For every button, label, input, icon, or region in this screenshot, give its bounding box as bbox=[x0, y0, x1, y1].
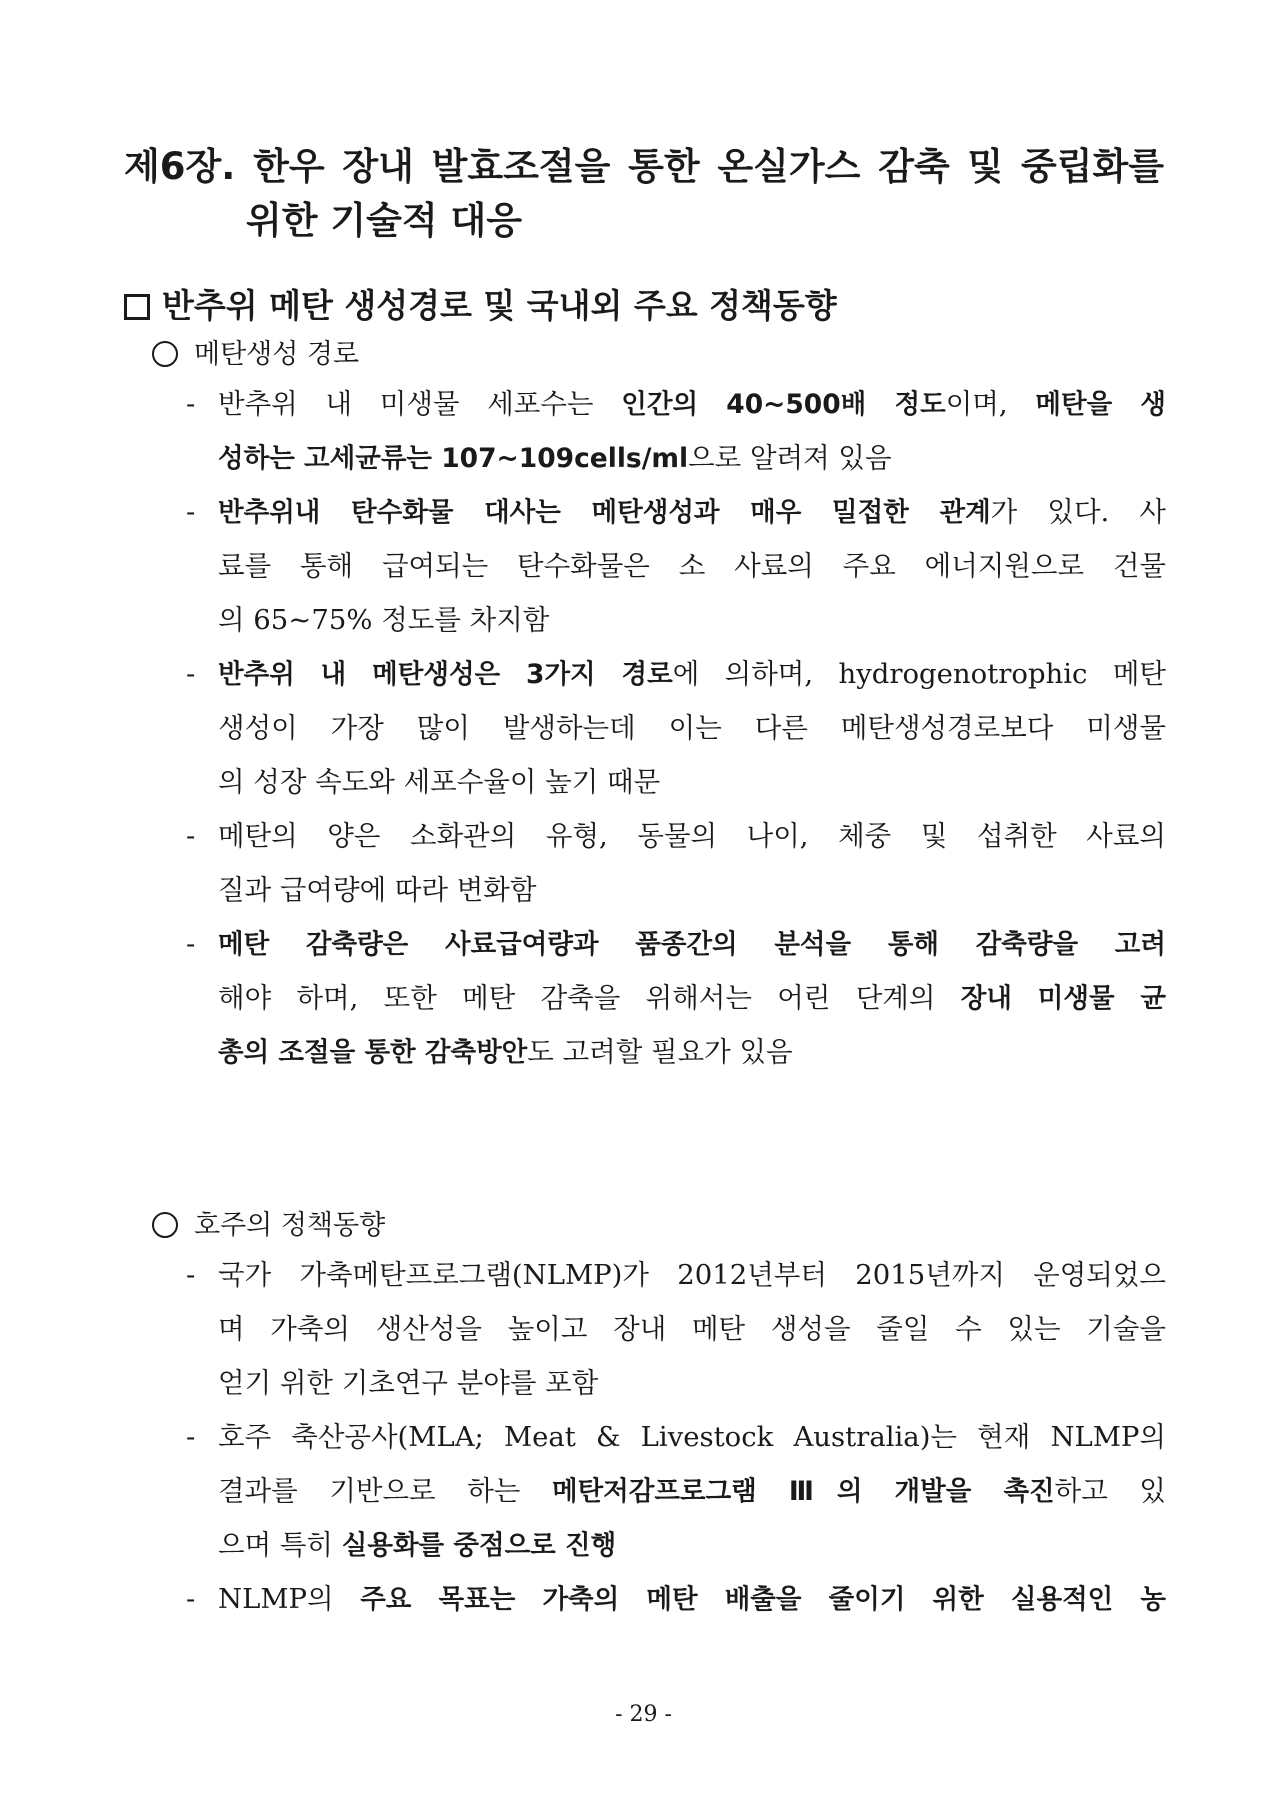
bullet-line: - 반추위 내 메탄생성은 3가지 경로에 의하며, hydrogenotrophic 메탄 bbox=[186, 658, 1166, 690]
square-bullet-icon bbox=[124, 294, 150, 320]
page-number: - 29 - bbox=[615, 1702, 672, 1727]
bullet-line: - NLMP의 주요 목표는 가축의 메탄 배출을 줄이기 위한 실용적인 농 bbox=[186, 1583, 1166, 1615]
subheading-text: 메탄생성 경로 bbox=[194, 339, 360, 370]
chapter-title bbox=[124, 140, 1164, 248]
bullet-line: 며 가축의 생산성을 높이고 장내 메탄 생성을 줄일 수 있는 기술을 bbox=[218, 1313, 1166, 1345]
methane-pathway-bullets bbox=[186, 377, 1166, 1079]
subheading-text: 호주의 정책동향 bbox=[194, 1210, 386, 1241]
bullet-line: - 국가 가축메탄프로그램(NLMP)가 2012년부터 2015년까지 운영되었으 bbox=[186, 1259, 1166, 1291]
bullet-line: 결과를 기반으로 하는 메탄저감프로그램 Ⅲ의 개발을 촉진하고 있 bbox=[218, 1475, 1166, 1507]
bullet-line: 료를 통해 급여되는 탄수화물은 소 사료의 주요 에너지원으로 건물 bbox=[218, 550, 1166, 582]
bullet-line: - 메탄 감축량은 사료급여량과 품종간의 분석을 통해 감축량을 고려 bbox=[186, 928, 1166, 960]
chapter-title-line-2: 위한 기술적 대응 bbox=[246, 199, 522, 242]
bullet-line: 해야 하며, 또한 메탄 감축을 위해서는 어린 단계의 장내 미생물 균 bbox=[218, 982, 1166, 1014]
bullet-line: - 반추위내 탄수화물 대사는 메탄생성과 매우 밀접한 관계가 있다. 사 bbox=[186, 496, 1166, 528]
bullet-line: 으며 특히 실용화를 중점으로 진행 bbox=[218, 1529, 617, 1561]
bullet-line: 의 65~75% 정도를 차지함 bbox=[218, 604, 550, 636]
section-title: 반추위 메탄 생성경로 및 국내외 주요 정책동향 bbox=[162, 286, 837, 325]
bullet-line: - 호주 축산공사(MLA; Meat & Livestock Australia)는 현재 NLMP의 bbox=[186, 1421, 1166, 1453]
bullet-line: 의 성장 속도와 세포수율이 높기 때문 bbox=[218, 766, 661, 798]
section-heading bbox=[124, 283, 1124, 329]
bullet-line: 성하는 고세균류는 107~109cells/ml으로 알려져 있음 bbox=[218, 442, 892, 474]
australia-policy-bullets bbox=[186, 1248, 1166, 1626]
bullet-line: - 반추위 내 미생물 세포수는 인간의 40~500배 정도이며, 메탄을 생 bbox=[186, 388, 1167, 420]
bullet-line: - 메탄의 양은 소화관의 유형, 동물의 나이, 체중 및 섭취한 사료의 bbox=[186, 820, 1166, 852]
circle-bullet-icon bbox=[152, 341, 178, 367]
subheading-australia-policy bbox=[152, 1206, 385, 1246]
bullet-line: 질과 급여량에 따라 변화함 bbox=[218, 874, 537, 906]
chapter-title-line-1: 제6장. 한우 장내 발효조절을 통한 온실가스 감축 및 중립화를 bbox=[124, 145, 1164, 188]
bullet-line: 총의 조절을 통한 감축방안도 고려할 필요가 있음 bbox=[218, 1036, 793, 1068]
subheading-methane-pathway bbox=[152, 335, 359, 375]
circle-bullet-icon bbox=[152, 1212, 178, 1238]
bullet-line: 얻기 위한 기초연구 분야를 포함 bbox=[218, 1367, 599, 1399]
bullet-line: 생성이 가장 많이 발생하는데 이는 다른 메탄생성경로보다 미생물 bbox=[218, 712, 1166, 744]
